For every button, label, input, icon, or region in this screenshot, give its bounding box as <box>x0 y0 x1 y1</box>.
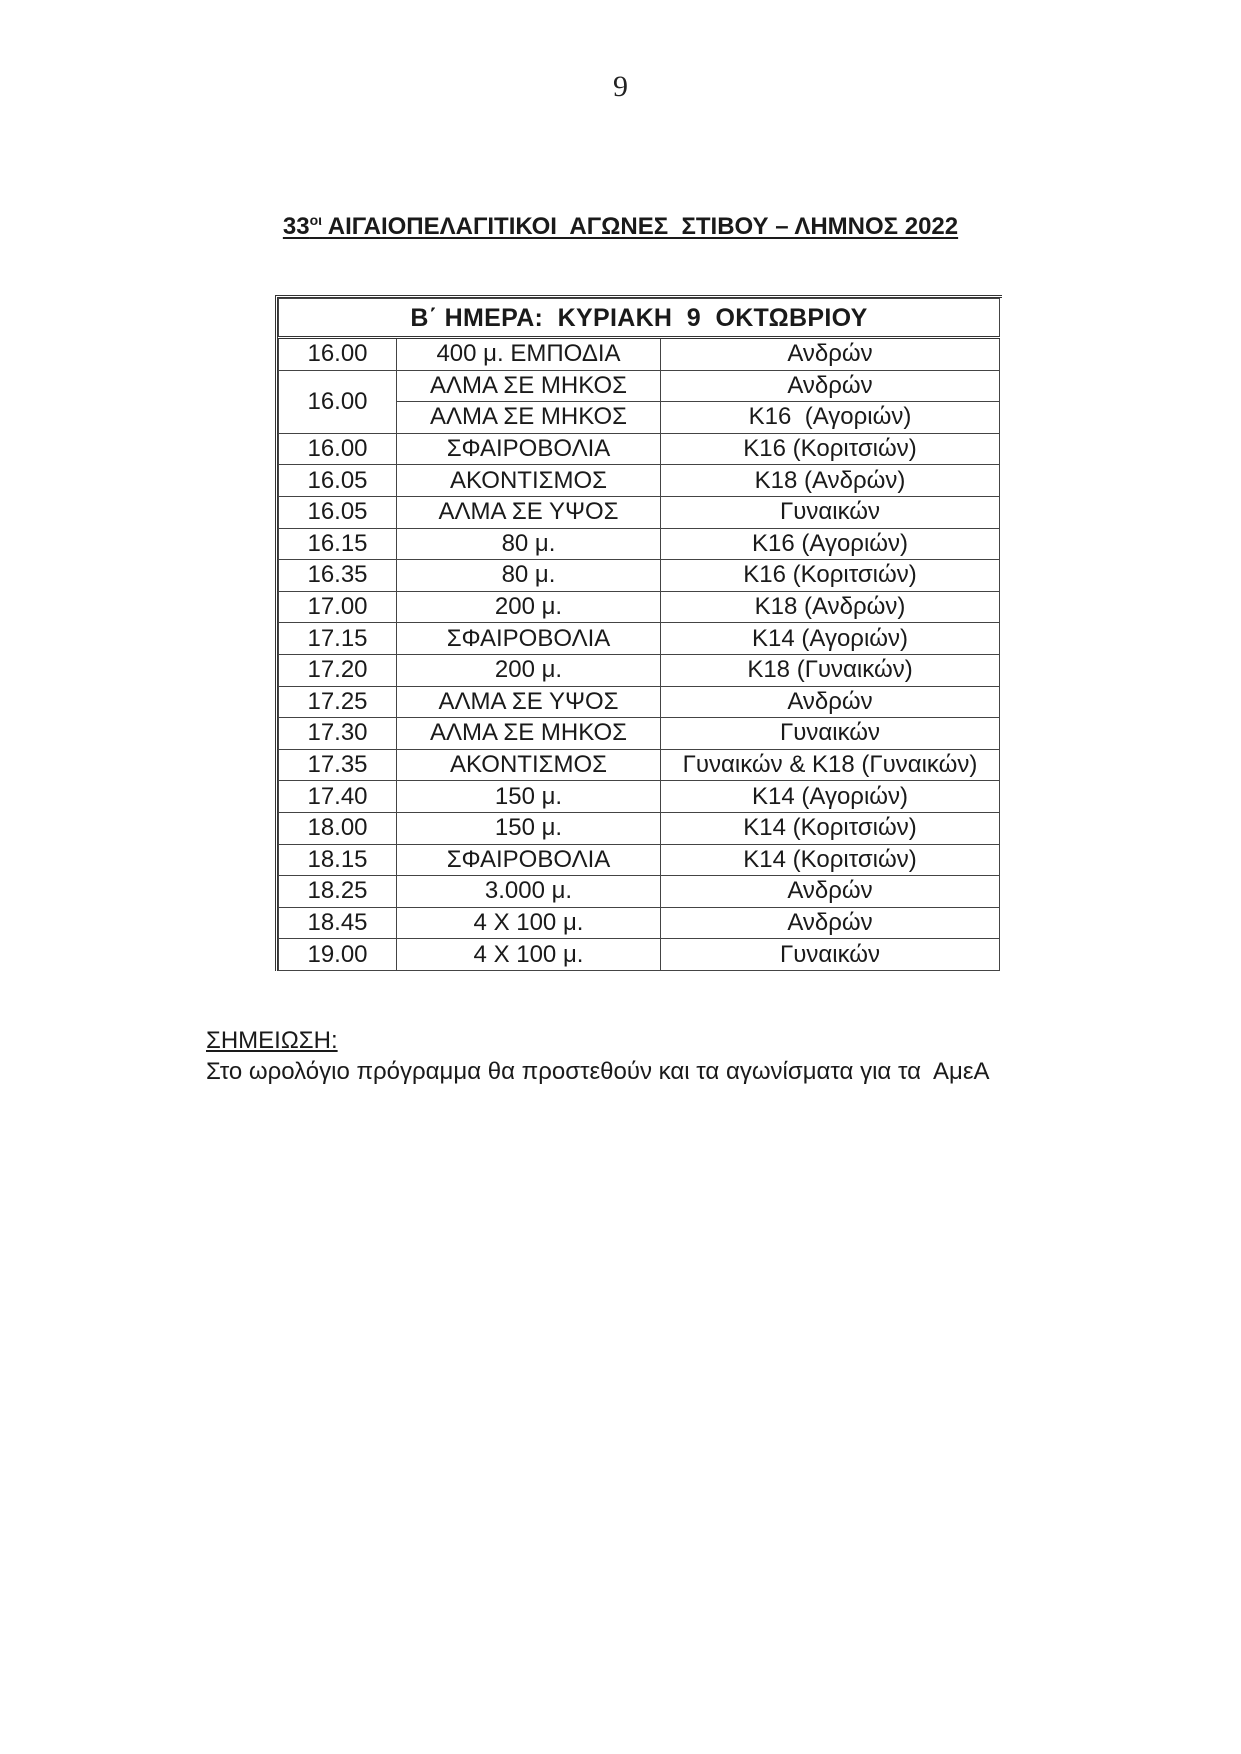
event-cell: ΑΛΜΑ ΣΕ ΥΨΟΣ <box>397 496 661 528</box>
time-cell: 16.15 <box>279 528 397 560</box>
table-row <box>279 623 1000 655</box>
event-cell: 400 μ. ΕΜΠΟΔΙΑ <box>397 338 661 371</box>
time-cell: 17.20 <box>279 654 397 686</box>
table-row <box>279 654 1000 686</box>
category-cell: Ανδρών <box>661 686 1000 718</box>
table-row <box>279 591 1000 623</box>
time-cell: 18.45 <box>279 907 397 939</box>
schedule-table-frame <box>275 295 1002 971</box>
category-cell: Κ18 (Γυναικών) <box>661 654 1000 686</box>
category-cell: Κ16 (Κοριτσιών) <box>661 433 1000 465</box>
category-cell: Ανδρών <box>661 370 1000 402</box>
category-cell: Ανδρών <box>661 338 1000 371</box>
time-cell: 18.25 <box>279 876 397 908</box>
category-cell: Κ16 (Αγοριών) <box>661 528 1000 560</box>
event-cell: ΑΛΜΑ ΣΕ ΜΗΚΟΣ <box>397 370 661 402</box>
table-row <box>279 907 1000 939</box>
table-row <box>279 939 1000 971</box>
event-cell: ΑΛΜΑ ΣΕ ΜΗΚΟΣ <box>397 718 661 750</box>
time-cell: 18.00 <box>279 812 397 844</box>
category-cell: Ανδρών <box>661 876 1000 908</box>
category-cell: Γυναικών <box>661 496 1000 528</box>
table-row <box>279 812 1000 844</box>
event-cell: 80 μ. <box>397 560 661 592</box>
event-cell: 200 μ. <box>397 654 661 686</box>
category-cell: Ανδρών <box>661 907 1000 939</box>
page-number: 9 <box>613 70 628 103</box>
time-cell: 18.15 <box>279 844 397 876</box>
table-row <box>279 370 1000 402</box>
event-cell: ΑΚΟΝΤΙΣΜΟΣ <box>397 749 661 781</box>
event-cell: ΣΦΑΙΡΟΒΟΛΙΑ <box>397 844 661 876</box>
time-cell: 16.00 <box>279 370 397 433</box>
category-cell: Κ14 (Αγοριών) <box>661 781 1000 813</box>
category-cell: Κ18 (Ανδρών) <box>661 591 1000 623</box>
title-ordinal-suffix: οι <box>309 212 323 228</box>
schedule-header-row <box>279 299 1000 338</box>
note-label: ΣΗΜΕΙΩΣΗ: <box>206 1027 338 1054</box>
event-cell: 150 μ. <box>397 781 661 813</box>
category-cell: Κ18 (Ανδρών) <box>661 465 1000 497</box>
document-title <box>0 212 1241 241</box>
event-cell: 4 Χ 100 μ. <box>397 907 661 939</box>
schedule-body <box>279 338 1000 971</box>
table-row <box>279 686 1000 718</box>
table-row <box>279 844 1000 876</box>
table-row <box>279 338 1000 371</box>
event-cell: 150 μ. <box>397 812 661 844</box>
table-row <box>279 781 1000 813</box>
table-row <box>279 528 1000 560</box>
time-cell: 16.05 <box>279 496 397 528</box>
table-row <box>279 496 1000 528</box>
category-cell: Γυναικών & Κ18 (Γυναικών) <box>661 749 1000 781</box>
time-cell: 19.00 <box>279 939 397 971</box>
event-cell: ΑΚΟΝΤΙΣΜΟΣ <box>397 465 661 497</box>
time-cell: 17.30 <box>279 718 397 750</box>
time-cell: 17.35 <box>279 749 397 781</box>
event-cell: ΑΛΜΑ ΣΕ ΜΗΚΟΣ <box>397 402 661 434</box>
time-cell: 17.25 <box>279 686 397 718</box>
table-row <box>279 876 1000 908</box>
note-text: Στο ωρολόγιο πρόγραμμα θα προστεθούν και τα αγωνίσματα για τα ΑμεΑ <box>206 1058 990 1085</box>
event-cell: ΣΦΑΙΡΟΒΟΛΙΑ <box>397 623 661 655</box>
title-ordinal: 33 <box>282 213 310 240</box>
category-cell: Γυναικών <box>661 718 1000 750</box>
event-cell: ΣΦΑΙΡΟΒΟΛΙΑ <box>397 433 661 465</box>
category-cell: Κ14 (Κοριτσιών) <box>661 844 1000 876</box>
time-cell: 16.00 <box>279 433 397 465</box>
time-cell: 16.35 <box>279 560 397 592</box>
time-cell: 17.15 <box>279 623 397 655</box>
category-cell: Γυναικών <box>661 939 1000 971</box>
category-cell: Κ14 (Αγοριών) <box>661 623 1000 655</box>
event-cell: 200 μ. <box>397 591 661 623</box>
time-cell: 17.00 <box>279 591 397 623</box>
category-cell: Κ16 (Κοριτσιών) <box>661 560 1000 592</box>
table-row <box>279 560 1000 592</box>
category-cell: Κ16 (Αγοριών) <box>661 402 1000 434</box>
schedule-day-header: Β΄ ΗΜΕΡΑ: ΚΥΡΙΑΚΗ 9 ΟΚΤΩΒΡΙΟΥ <box>279 299 1000 338</box>
event-cell: 80 μ. <box>397 528 661 560</box>
table-row <box>279 749 1000 781</box>
event-cell: ΑΛΜΑ ΣΕ ΥΨΟΣ <box>397 686 661 718</box>
time-cell: 16.05 <box>279 465 397 497</box>
event-cell: 4 Χ 100 μ. <box>397 939 661 971</box>
category-cell: Κ14 (Κοριτσιών) <box>661 812 1000 844</box>
time-cell: 17.40 <box>279 781 397 813</box>
table-row <box>279 465 1000 497</box>
schedule-table <box>278 298 1000 971</box>
time-cell: 16.00 <box>279 338 397 371</box>
event-cell: 3.000 μ. <box>397 876 661 908</box>
table-row <box>279 718 1000 750</box>
title-text: ΑΙΓΑΙΟΠΕΛΑΓΙΤΙΚΟΙ ΑΓΩΝΕΣ ΣΤΙΒΟΥ – ΛΗΜΝΟΣ 2022 <box>322 213 959 240</box>
table-row <box>279 433 1000 465</box>
